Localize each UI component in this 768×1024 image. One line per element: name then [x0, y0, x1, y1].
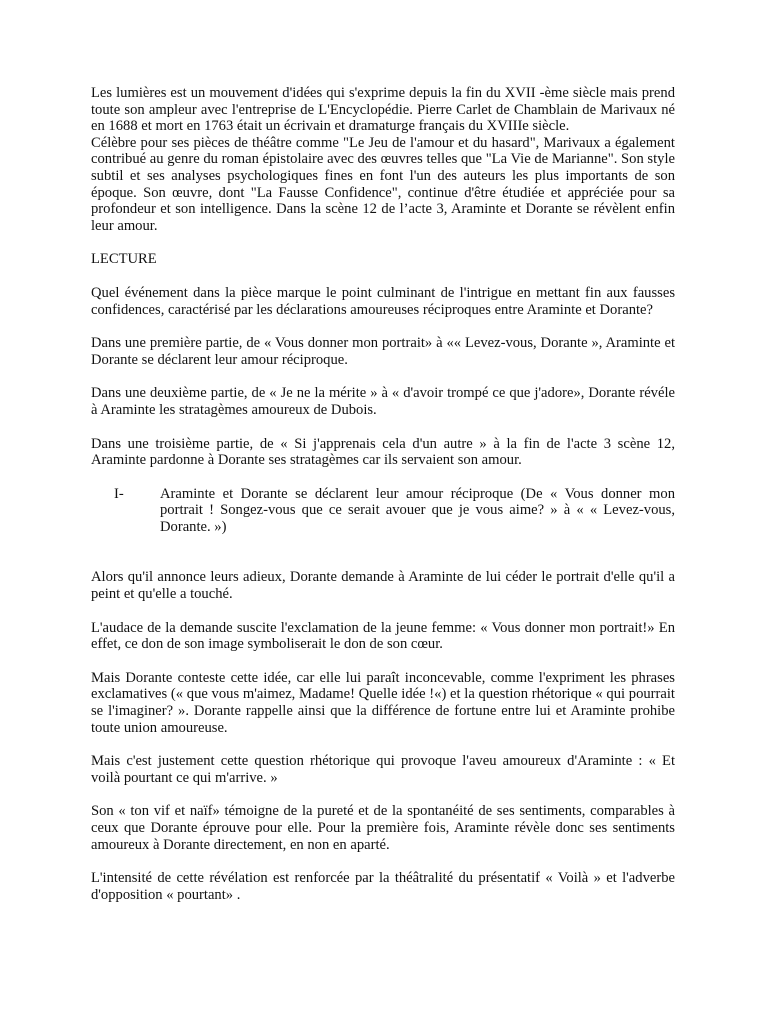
- problematique-paragraph: Quel événement dans la pièce marque le point culminant de l'intrigue en mettant fin aux fausses confidences, caractérisé par les déclarations amoureuses réciproques entre Araminte et Dorante?: [91, 284, 675, 318]
- part-3-paragraph: Dans une troisième partie, de « Si j'apprenais cela d'un autre » à la fin de l'acte 3 scène 12, Araminte pardonne à Dorante ses stratagèmes car ils servaient son amour.: [91, 435, 675, 469]
- analysis-paragraph-4: Mais c'est justement cette question rhétorique qui provoque l'aveu amoureux d'Araminte : « Et voilà pourtant ce qui m'arrive. »: [91, 753, 675, 786]
- part-2-paragraph: Dans une deuxième partie, de « Je ne la mérite » à « d'avoir trompé ce que j'adore», Dorante révéle à Araminte les stratagèmes amoureux de Dubois.: [91, 385, 675, 418]
- analysis-paragraph-3: Mais Dorante conteste cette idée, car elle lui paraît inconcevable, comme l'expriment les phrases exclamatives (« que vous m'aimez, Madame! Quelle idée !«) et la question rhétorique « qui pourrait se l'imaginer? ». Dorante rappelle ainsi que la différence de fortune entre lui et Araminte prohibe toute union amoureuse.: [91, 669, 675, 736]
- intro-paragraph-1: Les lumières est un mouvement d'idées qui s'exprime depuis la fin du XVII -ème siècle mais prend toute son ampleur avec l'entreprise de L'Encyclopédie. Pierre Carlet de Chamblain de Marivaux né en 1688 et mort en 1763 était un écrivain et dramaturge français du XVIIIe siècle.: [91, 85, 675, 135]
- analysis-paragraph-5: Son « ton vif et naïf» témoigne de la pureté et de la spontanéité de ses sentiments, comparables à ceux que Dorante éprouve pour elle. Pour la première fois, Araminte révèle donc ses sentiments amoureux à Dorante directement, en non en aparté.: [91, 803, 675, 853]
- analysis-paragraph-6: L'intensité de cette révélation est renforcée par la théâtralité du présentatif « Voilà » et l'adverbe d'opposition « pourtant» .: [91, 870, 675, 903]
- intro-paragraph-2: Célèbre pour ses pièces de théâtre comme "Le Jeu de l'amour et du hasard", Marivaux a également contribué au genre du roman épistolaire avec des œuvres telles que "La Vie de Marianne". Son style subtil et ses analyses psychologiques fines en font l'un des auteurs les plus importants de son époque. Son œuvre, dont "La Fausse Confidence", continue d'être étudiée et appréciée pour sa profondeur et son intelligence. Dans la scène 12 de l’acte 3, Araminte et Dorante se révèlent enfin leur amour.: [91, 134, 675, 234]
- section-title: Araminte et Dorante se déclarent leur amour réciproque (De « Vous donner mon portrait ! Songez-vous que ce serait avouer que je vous aime? » à « « Levez-vous, Dorante. »): [160, 485, 675, 535]
- section-heading-1: [91, 486, 675, 536]
- part-1-paragraph: Dans une première partie, de « Vous donner mon portrait» à «« Levez-vous, Dorante », Araminte et Dorante se déclarent leur amour réciproque.: [91, 335, 675, 368]
- analysis-paragraph-2: L'audace de la demande suscite l'exclamation de la jeune femme: « Vous donner mon portrait!» En effet, ce don de son image symboliserait le don de son cœur.: [91, 619, 675, 653]
- lecture-heading: LECTURE: [91, 251, 157, 268]
- analysis-paragraph-1: Alors qu'il annonce leurs adieux, Dorante demande à Araminte de lui céder le portrait d'elle qu'il a peint et qu'elle a touché.: [91, 569, 675, 603]
- document-page: [91, 85, 675, 903]
- section-number: I-: [114, 485, 124, 502]
